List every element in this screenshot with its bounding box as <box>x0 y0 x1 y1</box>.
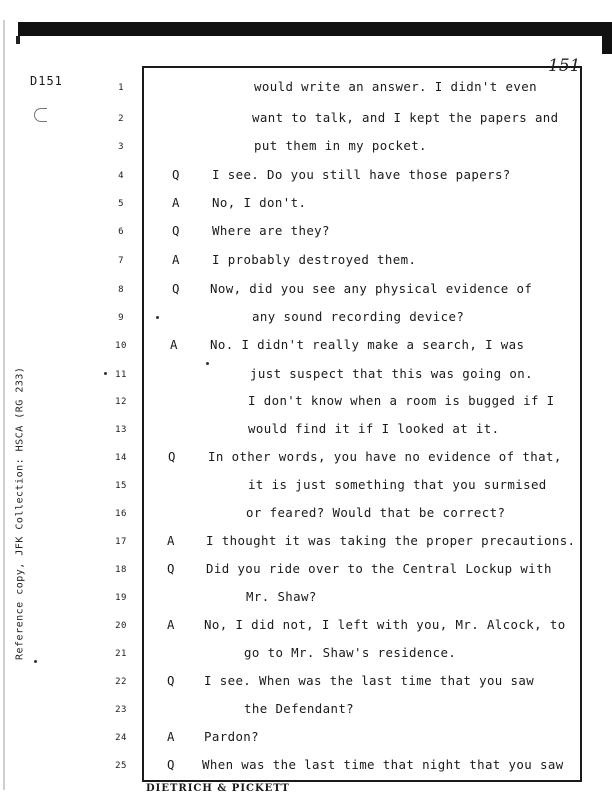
speaker-label: Q <box>167 673 175 688</box>
line-number: 13 <box>115 425 127 435</box>
speaker-label: Q <box>172 223 180 238</box>
line-number: 23 <box>115 705 127 715</box>
page-id: D151 <box>30 74 63 88</box>
speaker-label: Q <box>168 449 176 464</box>
transcript-line <box>0 220 612 246</box>
top-bar-tick <box>16 36 20 44</box>
testimony-text: Pardon? <box>204 729 260 744</box>
testimony-text: it is just something that you surmised <box>248 477 547 492</box>
line-number: 25 <box>115 761 127 771</box>
transcript-line <box>0 135 612 161</box>
line-number: 12 <box>115 397 127 407</box>
line-number: 18 <box>115 565 127 575</box>
transcript-line <box>0 530 612 556</box>
testimony-text: In other words, you have no evidence of that, <box>208 449 562 464</box>
line-number: 15 <box>115 481 127 491</box>
transcript-line <box>0 558 612 584</box>
line-number: 3 <box>118 142 124 152</box>
testimony-text: any sound recording device? <box>252 309 465 324</box>
transcript-line <box>0 446 612 472</box>
speaker-label: A <box>172 252 180 267</box>
speaker-label: A <box>167 729 175 744</box>
testimony-text: Where are they? <box>212 223 330 238</box>
testimony-text: No, I did not, I left with you, Mr. Alcock, to <box>204 617 566 632</box>
transcript-line <box>0 192 612 218</box>
testimony-text: put them in my pocket. <box>254 138 427 153</box>
line-number: 9 <box>118 313 124 323</box>
transcript-line <box>0 614 612 640</box>
transcript-line <box>0 418 612 444</box>
testimony-text: would write an answer. I didn't even <box>254 79 537 94</box>
line-number: 8 <box>118 285 124 295</box>
line-number: 21 <box>115 649 127 659</box>
testimony-text: I see. Do you still have those papers? <box>212 167 511 182</box>
speaker-label: Q <box>167 561 175 576</box>
line-number: 2 <box>118 114 124 124</box>
line-number: 16 <box>115 509 127 519</box>
right-edge-mark <box>602 28 612 54</box>
testimony-text: I probably destroyed them. <box>212 252 417 267</box>
testimony-text: Did you ride over to the Central Lockup with <box>206 561 552 576</box>
line-number: 19 <box>115 593 127 603</box>
testimony-text: When was the last time that night that you saw <box>202 757 564 772</box>
transcript-line <box>0 334 612 360</box>
testimony-text: Mr. Shaw? <box>246 589 317 604</box>
speaker-label: Q <box>172 167 180 182</box>
line-number: 7 <box>118 256 124 266</box>
line-number: 1 <box>118 83 124 93</box>
testimony-text: I see. When was the last time that you saw <box>204 673 535 688</box>
speaker-label: A <box>167 533 175 548</box>
testimony-text: the Defendant? <box>244 701 355 716</box>
line-number: 6 <box>118 227 124 237</box>
testimony-text: want to talk, and I kept the papers and <box>252 110 559 125</box>
speaker-label: A <box>172 195 180 210</box>
testimony-text: go to Mr. Shaw's residence. <box>244 645 457 660</box>
speaker-label: Q <box>172 281 180 296</box>
line-number: 20 <box>115 621 127 631</box>
testimony-text: No, I don't. <box>212 195 307 210</box>
speaker-label: Q <box>167 757 175 772</box>
transcript-line <box>0 586 612 612</box>
testimony-text: or feared? Would that be correct? <box>246 505 506 520</box>
line-number: 22 <box>115 677 127 687</box>
testimony-text: I thought it was taking the proper precautions. <box>206 533 576 548</box>
line-number: 17 <box>115 537 127 547</box>
transcript-line <box>0 474 612 500</box>
testimony-text: would find it if I looked at it. <box>248 421 500 436</box>
speaker-label: A <box>170 337 178 352</box>
transcript-line <box>0 642 612 668</box>
testimony-text: No. I didn't really make a search, I was <box>210 337 525 352</box>
transcript-line <box>0 502 612 528</box>
transcript-line <box>0 363 612 389</box>
page-footer: DIETRICH & PICKETT <box>146 783 290 794</box>
testimony-text: Now, did you see any physical evidence of <box>210 281 533 296</box>
testimony-text: I don't know when a room is bugged if I <box>248 393 555 408</box>
transcript-line <box>0 698 612 724</box>
transcript-line <box>0 670 612 696</box>
margin-stamp: Reference copy, JFK Collection: HSCA (RG 233) <box>14 366 26 660</box>
transcript-line <box>0 726 612 752</box>
transcript-line <box>0 76 612 102</box>
speaker-label: A <box>167 617 175 632</box>
transcript-line <box>0 306 612 332</box>
transcript-line <box>0 249 612 275</box>
transcript-line <box>0 107 612 133</box>
testimony-text: just suspect that this was going on. <box>250 366 533 381</box>
handwritten-page-number: 151 <box>548 56 581 76</box>
line-number: 11 <box>115 370 127 380</box>
transcript-line <box>0 754 612 780</box>
transcript-line <box>0 278 612 304</box>
transcript-line <box>0 164 612 190</box>
line-number: 4 <box>118 171 124 181</box>
line-number: 14 <box>115 453 127 463</box>
transcript-line <box>0 390 612 416</box>
line-number: 5 <box>118 199 124 209</box>
top-black-bar <box>18 22 612 36</box>
line-number: 10 <box>115 341 127 351</box>
line-number: 24 <box>115 733 127 743</box>
